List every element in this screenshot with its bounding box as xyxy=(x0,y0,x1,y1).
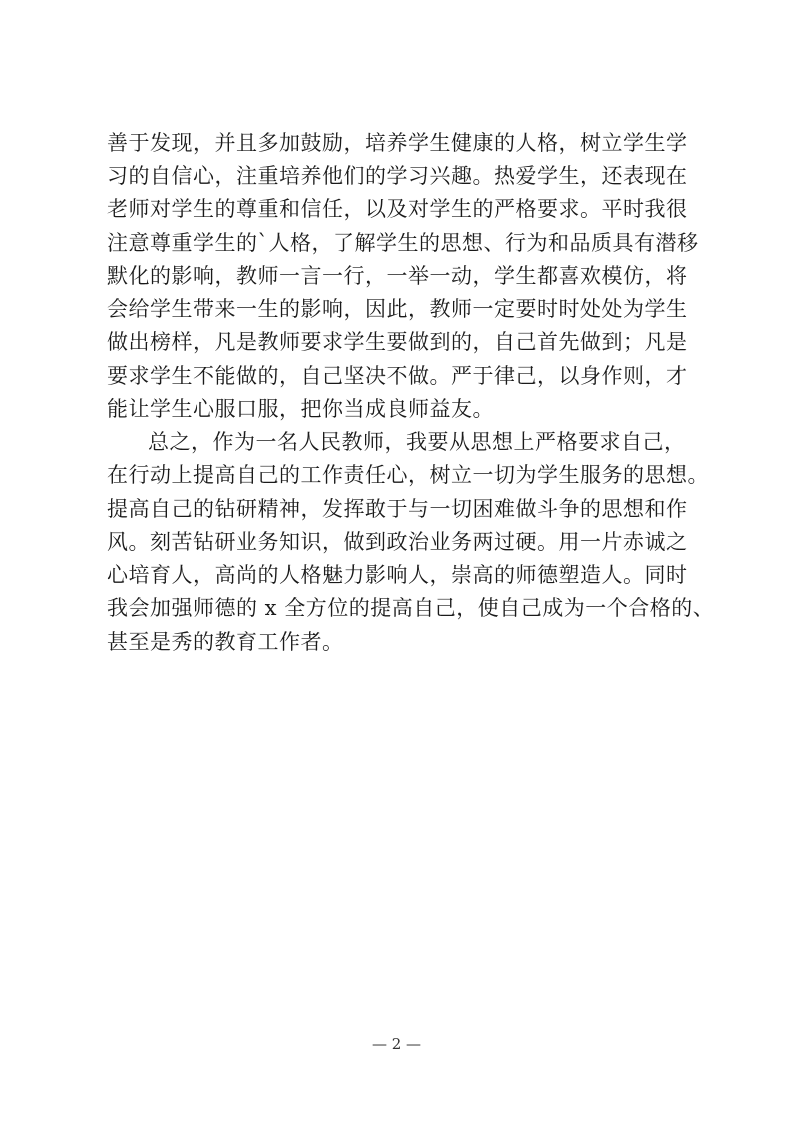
text-line: 要求学生不能做的，自己坚决不做。严于律己，以身作则，才 xyxy=(107,364,688,388)
text-line: 风。刻苦钻研业务知识，做到政治业务两过硬。用一片赤诚之 xyxy=(107,530,688,554)
text-line: 能让学生心服口服，把你当成良师益友。 xyxy=(107,397,494,421)
text-line: 在行动上提高自己的工作责任心，树立一切为学生服务的思想。 xyxy=(107,463,709,487)
text-line: 心培育人，高尚的人格魅力影响人，崇高的师德塑造人。同时 xyxy=(107,563,688,587)
text-line: 习的自信心，注重培养他们的学习兴趣。热爱学生，还表现在 xyxy=(107,164,688,188)
page-number: — 2 — xyxy=(371,1035,422,1053)
text-line: 甚至是秀的教育工作者。 xyxy=(107,630,344,654)
text-line: 老师对学生的尊重和信任，以及对学生的严格要求。平时我很 xyxy=(107,197,688,221)
text-line: 会给学生带来一生的影响，因此，教师一定要时时处处为学生 xyxy=(107,297,688,321)
text-line: 善于发现，并且多加鼓励，培养学生健康的人格，树立学生学 xyxy=(107,131,688,155)
text-line: 做出榜样，凡是教师要求学生要做到的，自己首先做到；凡是 xyxy=(107,330,688,354)
text-line: 默化的影响，教师一言一行，一举一动，学生都喜欢模仿，将 xyxy=(107,264,688,288)
text-line-indented: 总之，作为一名人民教师，我要从思想上严格要求自己， xyxy=(148,430,686,454)
text-line: 注意尊重学生的`人格，了解学生的思想、行为和品质具有潜移 xyxy=(107,231,699,255)
text-line: 提高自己的钻研精神，发挥敢于与一切困难做斗争的思想和作 xyxy=(107,497,688,521)
text-line: 我会加强师德的 x 全方位的提高自己，使自己成为一个合格的、 xyxy=(107,596,715,620)
